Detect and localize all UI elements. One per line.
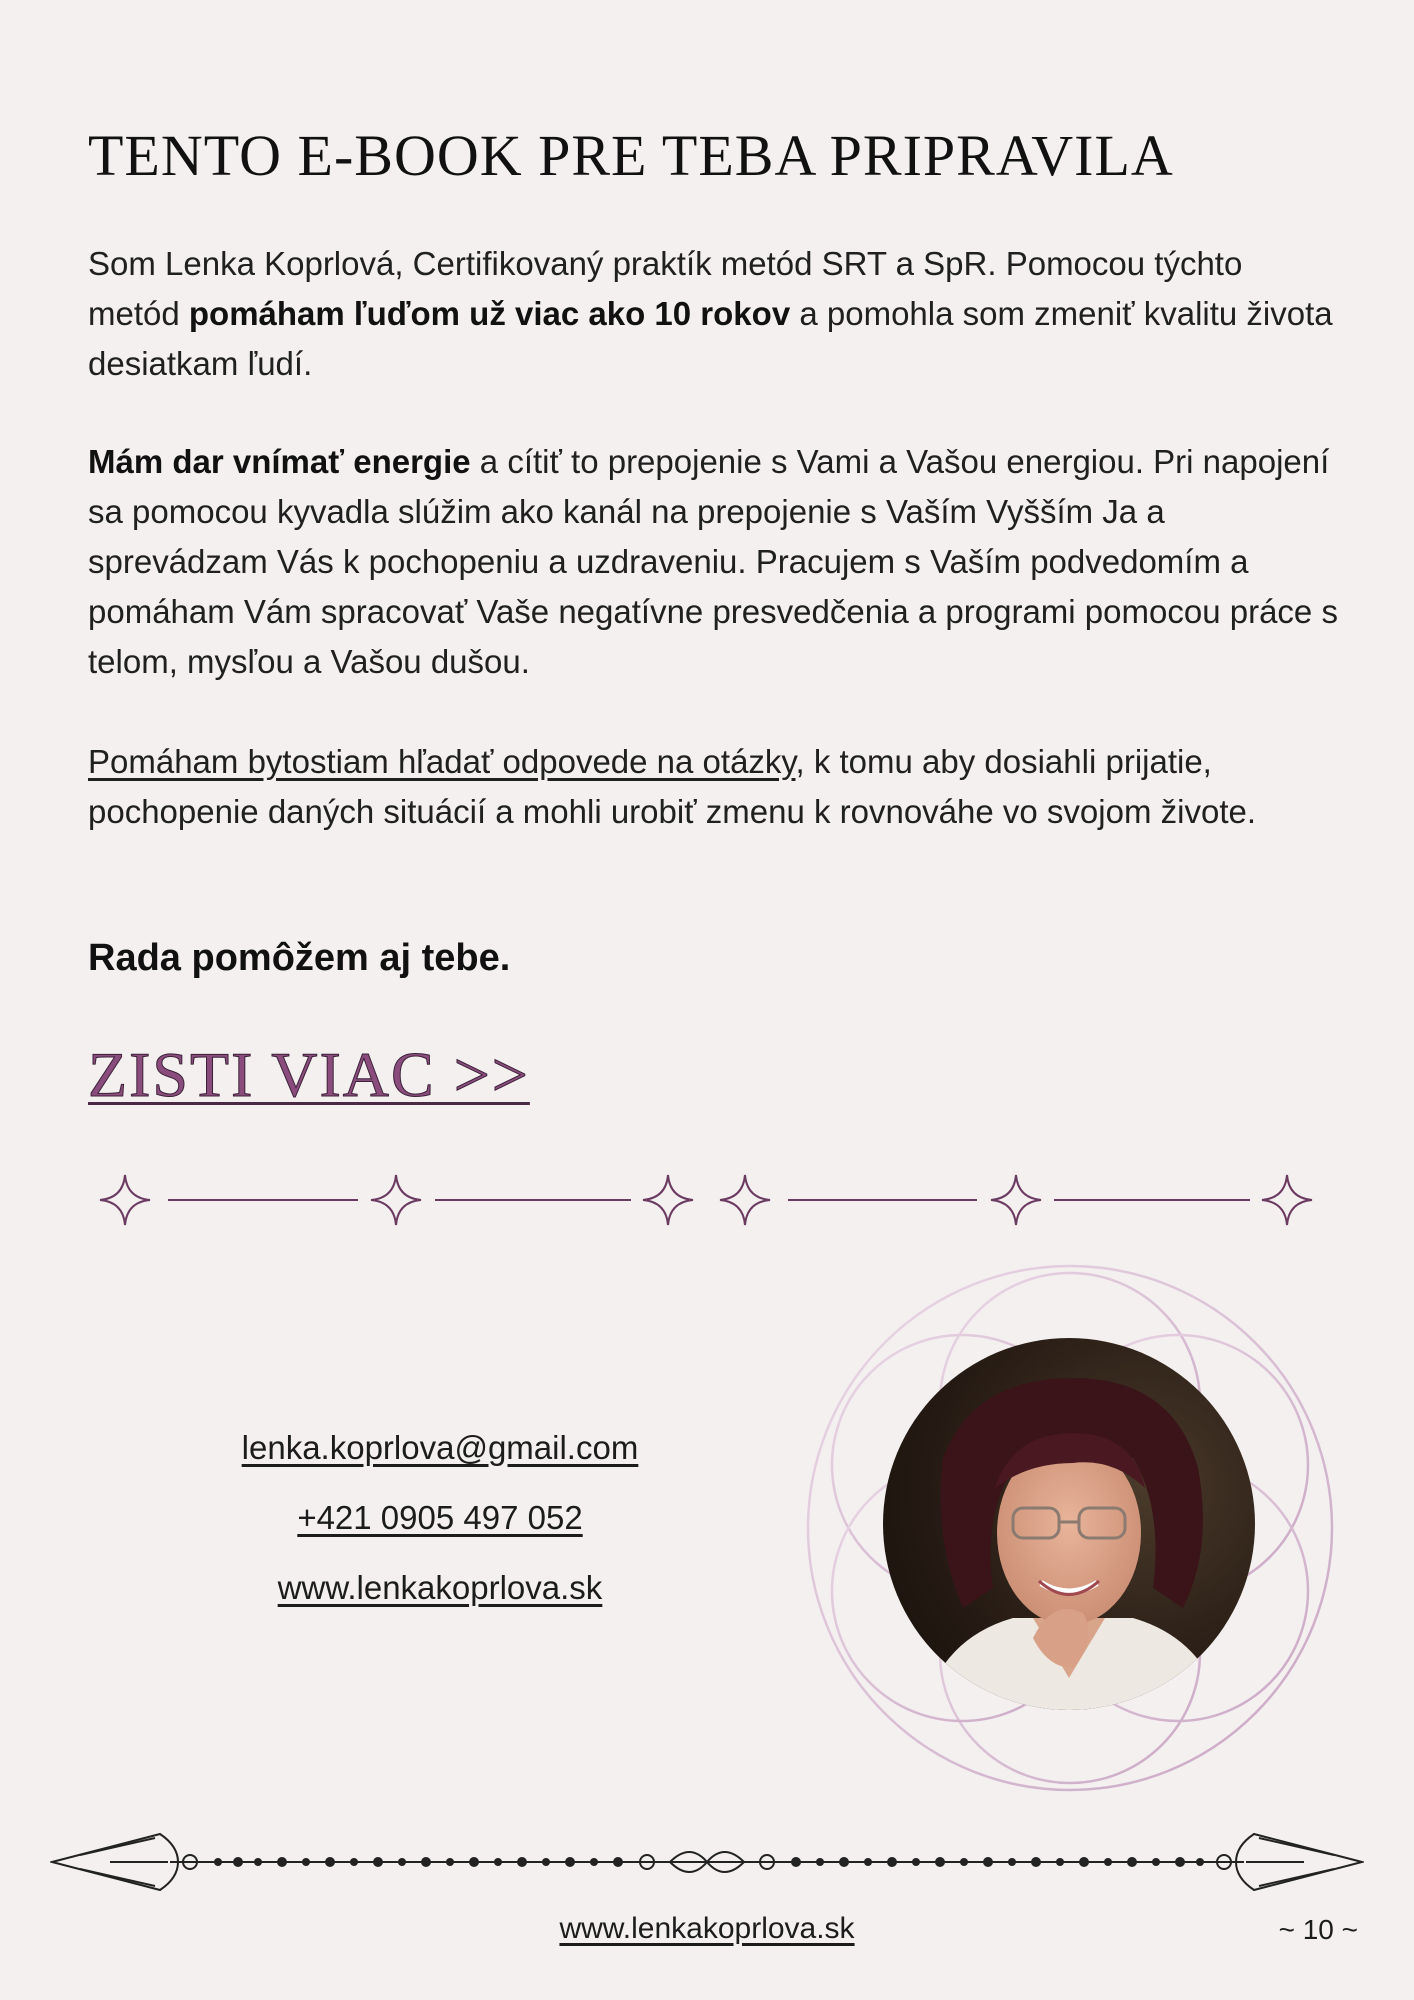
author-photo bbox=[883, 1338, 1255, 1710]
intro-underlined-text: Pomáham bytostiam hľadať odpovede na otázky bbox=[88, 743, 796, 780]
contact-info bbox=[180, 1430, 700, 1640]
sparkle-icon bbox=[1262, 1175, 1312, 1225]
intro-highlight: Mám dar vnímať energie bbox=[88, 443, 471, 480]
page-title: TENTO E-BOOK PRE TEBA PRIPRAVILA bbox=[88, 123, 1174, 188]
sparkle-icon bbox=[643, 1175, 693, 1225]
intro-paragraph-1 bbox=[88, 239, 1338, 389]
learn-more-link[interactable]: ZISTI VIAC >> bbox=[88, 1039, 530, 1110]
intro-highlight: pomáham ľuďom už viac ako 10 rokov bbox=[188, 295, 791, 332]
intro-text: , k tomu aby dosiahli prijatie, pochopenie daných situácií a mohli urobiť zmenu k rovnováhe vo svojom živote. bbox=[88, 743, 1257, 830]
intro-paragraph-3 bbox=[88, 737, 1338, 837]
pendulum-ornament bbox=[50, 1820, 1364, 1900]
intro-text: Som Lenka Koprlová, Certifikovaný praktík metód SRT a SpR. Pomocou týchto metód bbox=[88, 245, 1243, 332]
sparkle-icon bbox=[100, 1175, 150, 1225]
intro-text: a cítiť to prepojenie s Vami a Vašou energiou. Pri napojení sa pomocou kyvadla slúžim ako kanál na prepojenie s Vaším Vyšším Ja a sprevádzam Vás k pochopeniu a uzdraveniu. Pracujem s Vaším podvedomím a pomáham Vám spracovať Vaše negatívne presvedčenia a programi pomocou práce s telom, mysľou a Vašou dušou. bbox=[88, 443, 1338, 680]
website-link[interactable]: www.lenkakoprlova.sk bbox=[277, 1569, 603, 1606]
phone-link[interactable]: +421 0905 497 052 bbox=[297, 1499, 583, 1536]
sparkle-icon bbox=[371, 1175, 421, 1225]
footer-website-link[interactable]: www.lenkakoprlova.sk bbox=[559, 1912, 855, 1945]
sparkle-icon bbox=[720, 1175, 770, 1225]
footer-url-wrap bbox=[0, 1912, 1414, 1946]
sparkle-icon bbox=[991, 1175, 1041, 1225]
email-link[interactable]: lenka.koprlova@gmail.com bbox=[241, 1429, 639, 1466]
intro-text: a pomohla som zmeniť kvalitu života desiatkam ľudí. bbox=[88, 295, 1333, 382]
closing-line: Rada pomôžem aj tebe. bbox=[88, 937, 511, 979]
intro-paragraph-2 bbox=[88, 437, 1338, 687]
sparkle-divider bbox=[95, 1170, 1325, 1230]
page-number: ~ 10 ~ bbox=[1278, 1914, 1358, 1945]
